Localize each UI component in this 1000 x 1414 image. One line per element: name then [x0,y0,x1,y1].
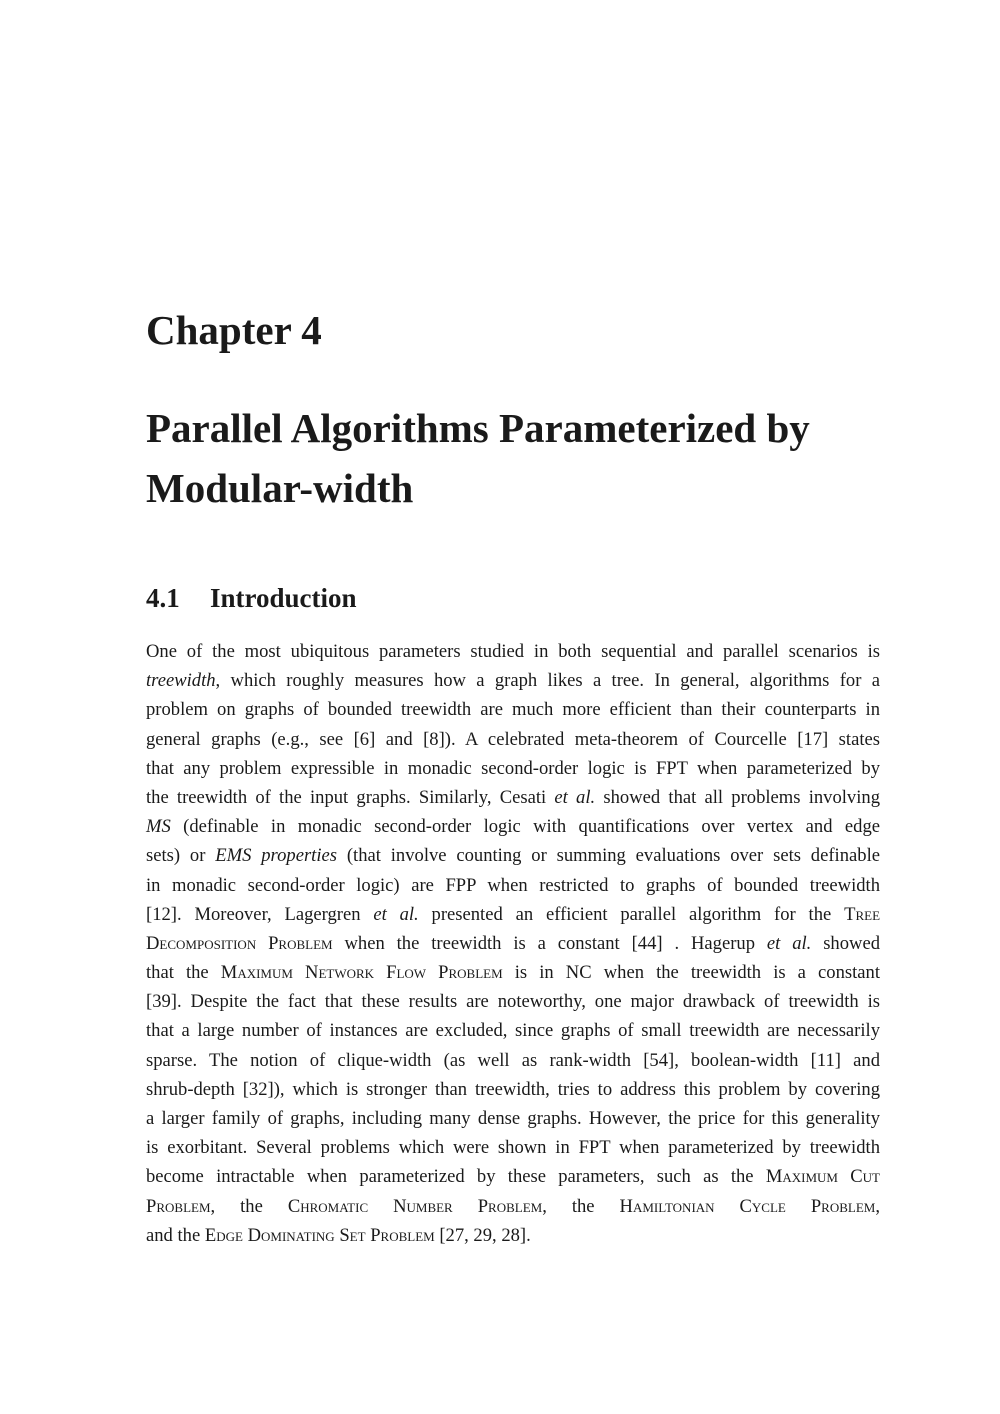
small-caps-text: Tree [844,903,881,925]
chapter-title: Parallel Algorithms Parameterized by Modular-width [146,405,810,511]
paragraph-line [146,1133,880,1162]
paragraph-line [146,1221,880,1250]
paragraph-line [146,695,880,724]
introduction-paragraph [146,637,880,1250]
paragraph-line [146,1046,880,1075]
paragraph-line [146,754,880,783]
paragraph-line [146,637,880,666]
text-segment: general graphs (e.g., see [6] and [8]). A celebrated meta-theorem of Courcelle [17] states [146,728,880,750]
text-segment: problem on graphs of bounded treewidth are much more efficient than their counterparts in [146,699,880,721]
text-segment: (that involve counting or summing evaluations over sets definable [337,845,880,867]
italic-text: treewidth [146,670,216,692]
text-segment: when the treewidth is a constant [44] . Hagerup [332,932,767,954]
text-segment: , which roughly measures how a graph likes a tree. In general, algorithms for a [215,670,880,692]
section-title: Introduction [210,583,357,613]
text-segment: [39]. Despite the fact that these results are noteworthy, one major drawback of treewidth is [146,991,880,1013]
text-segment: that any problem expressible in monadic second-order logic is FPT when parameterized by [146,757,880,779]
text-segment: showed that all problems involving [595,786,880,808]
text-segment: , the [542,1195,620,1217]
text-segment: , the [210,1195,288,1217]
text-segment: [12]. Moreover, Lagergren [146,903,374,925]
paragraph-line [146,871,880,900]
text-segment: a larger family of graphs, including many dense graphs. However, the price for this generality [146,1108,880,1129]
small-caps-text: Decomposition Problem [146,932,333,954]
italic-text: et al. [766,932,812,954]
text-segment: [27, 29, 28]. [434,1224,531,1246]
paragraph-line [146,987,880,1016]
paragraph-line [146,841,880,870]
paragraph-line [146,1192,880,1221]
text-segment: , [875,1195,880,1217]
text-segment: the treewidth of the input graphs. Similarly, Cesati [146,786,555,808]
paragraph-line [146,1162,880,1191]
section-number: 4.1 [146,583,180,613]
small-caps-text: Hamiltonian Cycle Problem [619,1195,876,1217]
text-segment: showed [811,932,881,954]
small-caps-text: Edge Dominating Set Problem [204,1224,435,1246]
paragraph-line [146,812,880,841]
text-segment: is exorbitant. Several problems which were shown in FPT when parameterized by treewidth [146,1137,880,1159]
small-caps-text: Maximum Cut [765,1166,880,1188]
text-segment: shrub-depth [32]), which is stronger than treewidth, tries to address this problem by covering [146,1078,880,1100]
text-segment: and the [146,1224,205,1246]
text-segment: that a large number of instances are excluded, since graphs of small treewidth are necessarily [146,1020,880,1042]
paragraph-line [146,1016,880,1045]
text-segment: is in NC when the treewidth is a constant [502,962,880,984]
paragraph-line [146,1075,880,1104]
text-segment: sets) or [146,845,216,867]
text-segment: that the [146,962,221,984]
text-segment: become intractable when parameterized by these parameters, such as the [146,1166,766,1188]
paragraph-line [146,725,880,754]
small-caps-text: Chromatic Number Problem [287,1195,543,1217]
text-segment: presented an efficient parallel algorithm for the [418,903,845,925]
paragraph-line [146,929,880,958]
italic-text: et al. [554,786,596,808]
italic-text: et al. [373,903,419,925]
paragraph-line [146,1104,880,1133]
small-caps-text: Maximum Network Flow Problem [220,962,503,984]
paragraph-line [146,900,880,929]
text-segment: sparse. The notion of clique-width (as well as rank-width [54], boolean-width [11] and [146,1049,880,1071]
small-caps-text: Problem [146,1195,211,1217]
paragraph-line [146,958,880,987]
text-segment: in monadic second-order logic) are FPP when restricted to graphs of bounded treewidth [146,874,880,896]
paragraph-line [146,783,880,812]
text-segment: (definable in monadic second-order logic with quantifications over vertex and edge [170,816,880,838]
italic-text: EMS properties [215,845,337,867]
paragraph-line [146,666,880,695]
text-segment: One of the most ubiquitous parameters studied in both sequential and parallel scenarios is [146,641,880,662]
section-heading [146,582,357,614]
italic-text: MS [146,816,171,838]
chapter-label: Chapter 4 [146,307,322,353]
